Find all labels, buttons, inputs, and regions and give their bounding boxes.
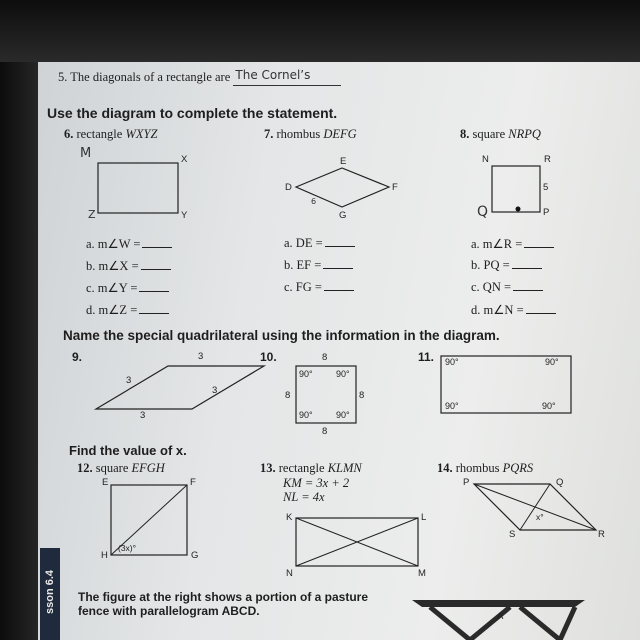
q12-vertex-g: G	[191, 550, 199, 561]
q14-vertex-p: P	[463, 477, 470, 488]
q9-side-left: 3	[126, 375, 132, 386]
q14-vertex-r: R	[598, 529, 605, 540]
fence-post-left	[430, 607, 470, 640]
q9-parallelogram	[96, 366, 264, 409]
q6-item-b-text: b. m∠X =	[86, 259, 139, 273]
q12-vertex-h: H	[101, 550, 108, 561]
q8-item-b	[471, 258, 542, 273]
q8-item-c	[471, 280, 543, 295]
q6-vertex-x: X	[181, 154, 188, 165]
q8-item-d-text: d. m∠N =	[471, 303, 524, 317]
q12-number: 12.	[77, 461, 93, 475]
q7-figure-name: DEFG	[323, 127, 357, 141]
q13-equation-km: KM = 3x + 2	[283, 476, 350, 490]
q9-side-bottom: 3	[140, 410, 146, 421]
q8-item-d	[471, 302, 556, 318]
q7-item-b	[284, 258, 353, 273]
q8-item-a-text: a. m∠R =	[471, 237, 523, 251]
q11-angle-tl: 90°	[445, 357, 459, 367]
q6-item-b	[86, 258, 171, 274]
q14-number: 14.	[437, 461, 453, 475]
q14-diagonal-qs	[520, 484, 550, 530]
q9-side-top: 3	[198, 351, 204, 362]
q6-vertex-z: Z	[88, 208, 96, 221]
q13-header	[260, 461, 362, 476]
q13-vertex-k: K	[286, 512, 293, 523]
q8-item-b-text: b. PQ =	[471, 258, 510, 272]
q10-angle-br: 90°	[336, 410, 350, 420]
q7-vertex-e: E	[340, 156, 347, 167]
q13-vertex-n: N	[286, 568, 293, 579]
q6-item-a-text: a. m∠W =	[86, 237, 141, 251]
section3-title: Find the value of x.	[69, 443, 187, 458]
q8-item-c-text: c. QN =	[471, 280, 512, 294]
q6-item-d-text: d. m∠Z =	[86, 303, 138, 317]
q7-vertex-d: D	[285, 182, 292, 193]
q5-text: The diagonals of a rectangle are	[70, 70, 231, 84]
q8-dot	[516, 207, 521, 212]
q7-item-a	[284, 236, 355, 251]
q11-number: 11.	[418, 350, 435, 364]
q6-item-a	[86, 236, 172, 252]
q8-square	[492, 166, 540, 212]
section1-title: Use the diagram to complete the statement.	[47, 105, 338, 121]
fence-top-rail	[412, 600, 585, 607]
q9-number: 9.	[72, 350, 83, 364]
q5-handwritten-answer: The Cornel’s	[235, 68, 311, 82]
q6-label: rectangle	[76, 127, 123, 141]
q7-item-a-text: a. DE =	[284, 236, 323, 250]
q5-number: 5.	[58, 70, 68, 84]
q8-vertex-p: P	[543, 207, 550, 218]
q10-angle-tr: 90°	[336, 369, 350, 379]
q10-side-top: 8	[322, 352, 328, 363]
q13-vertex-l: L	[421, 512, 427, 523]
q7-item-c	[284, 280, 354, 295]
fence-label-a: A	[497, 611, 504, 622]
q7-number: 7.	[264, 127, 274, 141]
q6-item-d	[86, 302, 169, 318]
q10-angle-bl: 90°	[299, 410, 313, 420]
section2-title: Name the special quadrilateral using the information in the diagram.	[63, 328, 500, 343]
q7-vertex-g: G	[339, 210, 347, 221]
q11-angle-tr: 90°	[545, 357, 559, 367]
fence-brace-b	[520, 607, 560, 640]
q8-vertex-r: R	[544, 154, 551, 165]
q14-label: rhombus	[455, 461, 500, 475]
q14-vertex-s: S	[509, 529, 516, 540]
footer-text-line2: fence with parallelogram ABCD.	[78, 604, 260, 618]
q13-number: 13.	[260, 461, 276, 475]
q8-side-length: 5	[543, 182, 549, 193]
q8-vertex-n: N	[482, 154, 489, 165]
q6-item-c	[86, 280, 169, 296]
q13-vertex-m: M	[418, 568, 426, 579]
q8-number: 8.	[460, 127, 470, 141]
fence-brace-a	[470, 607, 510, 640]
q13-label: rectangle	[278, 461, 325, 475]
q12-vertex-f: F	[190, 477, 196, 488]
q6-item-c-text: c. m∠Y =	[86, 281, 138, 295]
q12-label: square	[95, 461, 129, 475]
q13-equation-nl: NL = 4x	[283, 490, 325, 504]
q11-angle-br: 90°	[542, 401, 556, 411]
footer-text-line1: The figure at the right shows a portion of a pasture	[78, 590, 369, 604]
q6-vertex-y: Y	[181, 210, 188, 221]
q10-side-left: 8	[285, 390, 291, 401]
q6-figure-name: WXYZ	[125, 127, 158, 141]
q14-vertex-q: Q	[556, 477, 564, 488]
q10-angle-tl: 90°	[299, 369, 313, 379]
q12-vertex-e: E	[102, 477, 109, 488]
lesson-tab-label: sson 6.4	[44, 569, 56, 615]
fence-post-right	[560, 607, 575, 640]
q8-vertex-q: Q	[477, 204, 489, 220]
q8-item-a	[471, 236, 554, 252]
q14-angle-label: x°	[536, 512, 544, 522]
q6-number: 6.	[64, 127, 74, 141]
q6-vertex-w: M	[80, 146, 92, 161]
q10-side-bottom: 8	[322, 426, 328, 437]
q7-label: rhombus	[276, 127, 321, 141]
q10-number: 10.	[260, 350, 277, 364]
q7-rhombus	[296, 168, 389, 207]
q12-header	[77, 461, 165, 476]
q7-item-c-text: c. FG =	[284, 280, 322, 294]
q14-header	[437, 461, 533, 476]
q7-vertex-f: F	[392, 182, 398, 193]
q8-label: square	[472, 127, 506, 141]
q13-figure-name: KLMN	[327, 461, 362, 475]
q7-handwritten-mark: 6	[311, 197, 317, 206]
q14-figure-name: PQRS	[502, 461, 534, 475]
q11-angle-bl: 90°	[445, 401, 459, 411]
q12-figure-name: EFGH	[131, 461, 165, 475]
q10-side-right: 8	[359, 390, 365, 401]
q8-figure-name: NRPQ	[508, 127, 541, 141]
q7-item-b-text: b. EF =	[284, 258, 322, 272]
q6-rectangle	[98, 163, 178, 213]
q12-angle-label: (3x)°	[118, 543, 137, 553]
q9-side-right: 3	[212, 385, 218, 396]
